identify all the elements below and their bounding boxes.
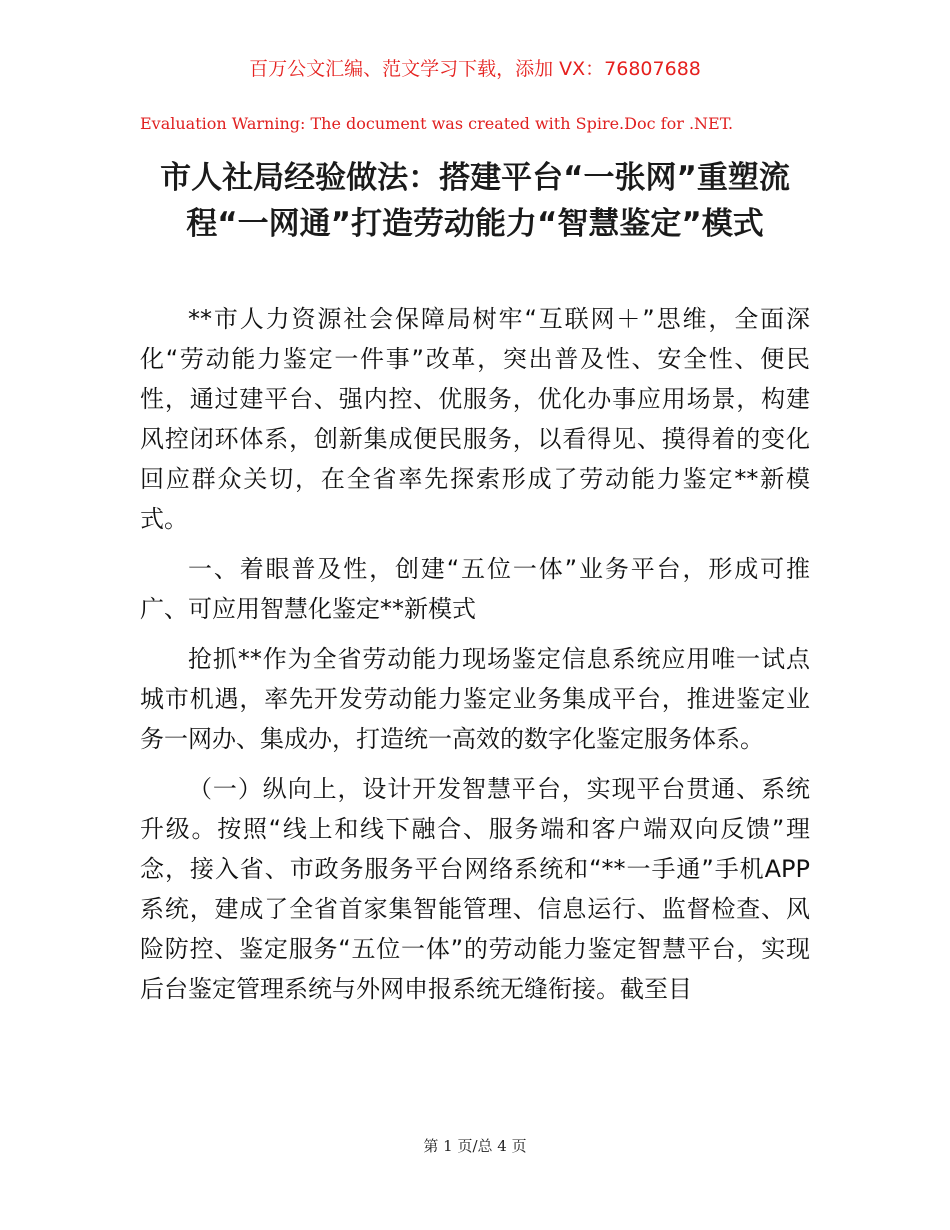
paragraph-intro: **市人力资源社会保障局树牢“互联网＋”思维，全面深化“劳动能力鉴定一件事”改革，突出普及性、安全性、便民性，通过建平台、强内控、优服务，优化办事应用场景，构建风控闭环体系，创新集成便民服务，以看得见、摸得着的变化回应群众关切，在全省率先探索形成了劳动能力鉴定**新模式。 [140, 305, 810, 533]
page-number: 第 1 页/总 4 页 [423, 1137, 527, 1155]
paragraph-subsection-one: （一）纵向上，设计开发智慧平台，实现平台贯通、系统升级。按照“线上和线下融合、服务端和客户端双向反馈”理念，接入省、市政务服务平台网络系统和“**一手通”手机APP系统，建成了全省首家集智能管理、信息运行、监督检查、风险防控、鉴定服务“五位一体”的劳动能力鉴定智慧平台，实现后台鉴定管理系统与外网申报系统无缝衔接。截至目 [140, 775, 810, 1003]
section-heading-one: 一、着眼普及性，创建“五位一体”业务平台，形成可推广、可应用智慧化鉴定**新模式 [140, 555, 810, 623]
document-body [140, 299, 810, 1019]
header-banner: 百万公文汇编、范文学习下载，添加 VX：76807688 [249, 58, 701, 80]
document-title: 市人社局经验做法：搭建平台“一张网”重塑流程“一网通”打造劳动能力“智慧鉴定”模式 [160, 160, 790, 242]
evaluation-warning: Evaluation Warning: The document was created with Spire.Doc for .NET. [140, 114, 734, 133]
paragraph-section-one: 抢抓**作为全省劳动能力现场鉴定信息系统应用唯一试点城市机遇，率先开发劳动能力鉴定业务集成平台，推进鉴定业务一网办、集成办，打造统一高效的数字化鉴定服务体系。 [140, 645, 810, 753]
